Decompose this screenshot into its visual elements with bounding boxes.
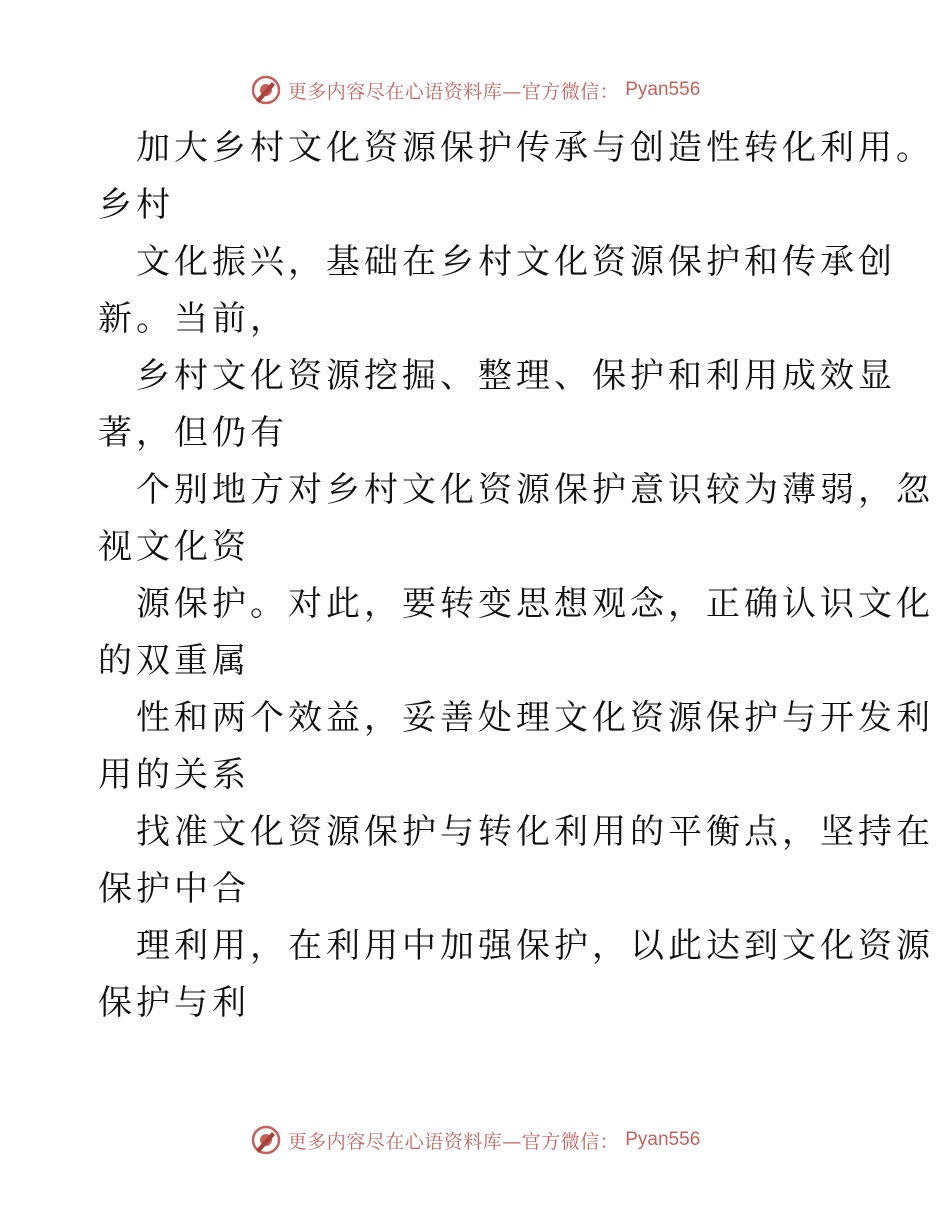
text-line: 的双重属: [98, 641, 250, 681]
watermark-text: 更多内容尽在心语资料库—官方微信：: [287, 1130, 620, 1153]
text-line: 视文化资: [98, 527, 250, 567]
text-line: 加大乡村文化资源保护传承与创造性转化利用。: [136, 128, 934, 168]
text-line: 著，但仍有: [98, 413, 288, 453]
text-line: 乡村: [98, 185, 174, 225]
text-line: 保护与利: [98, 983, 250, 1023]
text-line: 找准文化资源保护与转化利用的平衡点，坚持在: [136, 812, 934, 852]
pen-circle-logo-icon: [250, 74, 282, 106]
text-line: 用的关系: [98, 755, 250, 795]
watermark-id: Pyan556: [625, 79, 701, 100]
text-line: 理利用，在利用中加强保护，以此达到文化资源: [136, 926, 934, 966]
text-line: 个别地方对乡村文化资源保护意识较为薄弱，忽: [136, 470, 934, 510]
text-line: 乡村文化资源挖掘、整理、保护和利用成效显: [136, 356, 896, 396]
header-watermark: [0, 70, 950, 110]
pen-circle-logo-icon: [250, 1124, 282, 1156]
text-line: 文化振兴，基础在乡村文化资源保护和传承创: [136, 242, 896, 282]
footer-watermark: [0, 1120, 950, 1160]
watermark-id: Pyan556: [625, 1129, 701, 1150]
watermark-text: 更多内容尽在心语资料库—官方微信：: [287, 80, 620, 103]
text-line: 性和两个效益，妥善处理文化资源保护与开发利: [136, 698, 934, 738]
text-line: 保护中合: [98, 869, 250, 909]
text-line: 新。当前，: [98, 299, 288, 339]
document-body: [98, 120, 934, 1032]
text-line: 源保护。对此，要转变思想观念，正确认识文化: [136, 584, 934, 624]
